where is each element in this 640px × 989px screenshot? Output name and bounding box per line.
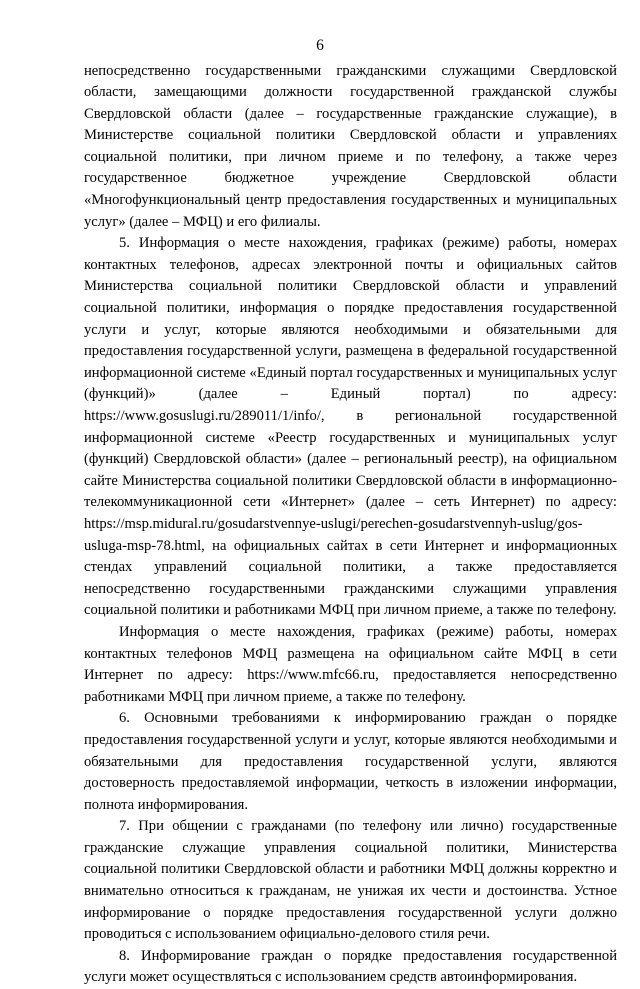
paragraph-item-6: 6. Основными требованиями к информированию граждан о порядке предоставления государственной услуги и услуг, которые являются необходимыми и обязательными для предоставления государственной услуги, являются достоверность предоставляемой информации, четкость в изложении информации, полнота информирования.	[84, 708, 617, 816]
paragraph-continuation: непосредственно государственными гражданскими служащими Свердловской области, замещающими должности государственной гражданской службы Свердловской области (далее – государственные гражданские служащие), в Министерстве социальной политики Свердловской области и управлениях социальной политики, при личном приеме и по телефону, а также через государственное бюджетное учреждение Свердловской области «Многофункциональный центр предоставления государственных и муниципальных услуг» (далее – МФЦ) и его филиалы.	[84, 61, 617, 234]
paragraph-item-5: 5. Информация о месте нахождения, графиках (режиме) работы, номерах контактных телефонов, адресах электронной почты и официальных сайтов Министерства социальной политики Свердловской области и управлений социальной политики, информация о порядке предоставления государственной услуги и услуг, которые являются необходимыми и обязательными для предоставления государственной услуги, размещена в федеральной государственной информационной системе «Единый портал государственных и муниципальных услуг (функций)» (далее – Единый портал) по адресу: https://www.gosuslugi.ru/289011/1/info/, в региональной государственной информационной системе «Реестр государственных и муниципальных услуг (функций) Свердловской области» (далее – региональный реестр), на официальном сайте Министерства социальной политики Свердловской области в информационно-телекоммуникационной сети «Интернет» (далее – сеть Интернет) по адресу: https://msp.midural.ru/gosudarstvennye-uslugi/perechen-gosudarstvennyh-uslug/gos-usluga-msp-78.html, на официальных сайтах в сети Интернет и информационных стендах управлений социальной политики, а также предоставляется непосредственно государственными гражданскими служащими управления социальной политики и работниками МФЦ при личном приеме, а также по телефону.	[84, 233, 617, 622]
paragraph-item-8: 8. Информирование граждан о порядке предоставления государственной услуги может осуществляться с использованием средств автоинформирования.	[84, 946, 617, 989]
paragraph-mfc-info: Информация о месте нахождения, графиках (режиме) работы, номерах контактных телефонов МФЦ размещена на официальном сайте МФЦ в сети Интернет по адресу: https://www.mfc66.ru, предоставляется непосредственно работниками МФЦ при личном приеме, а также по телефону.	[84, 622, 617, 708]
page-number: 6	[0, 36, 640, 56]
paragraph-item-7: 7. При общении с гражданами (по телефону или лично) государственные гражданские служащие управления социальной политики, Министерства социальной политики Свердловской области и работники МФЦ должны корректно и внимательно относиться к гражданам, не унижая их чести и достоинства. Устное информирование о порядке предоставления государственной услуги должно проводиться с использованием официально-делового стиля речи.	[84, 816, 617, 946]
document-body	[84, 61, 617, 989]
